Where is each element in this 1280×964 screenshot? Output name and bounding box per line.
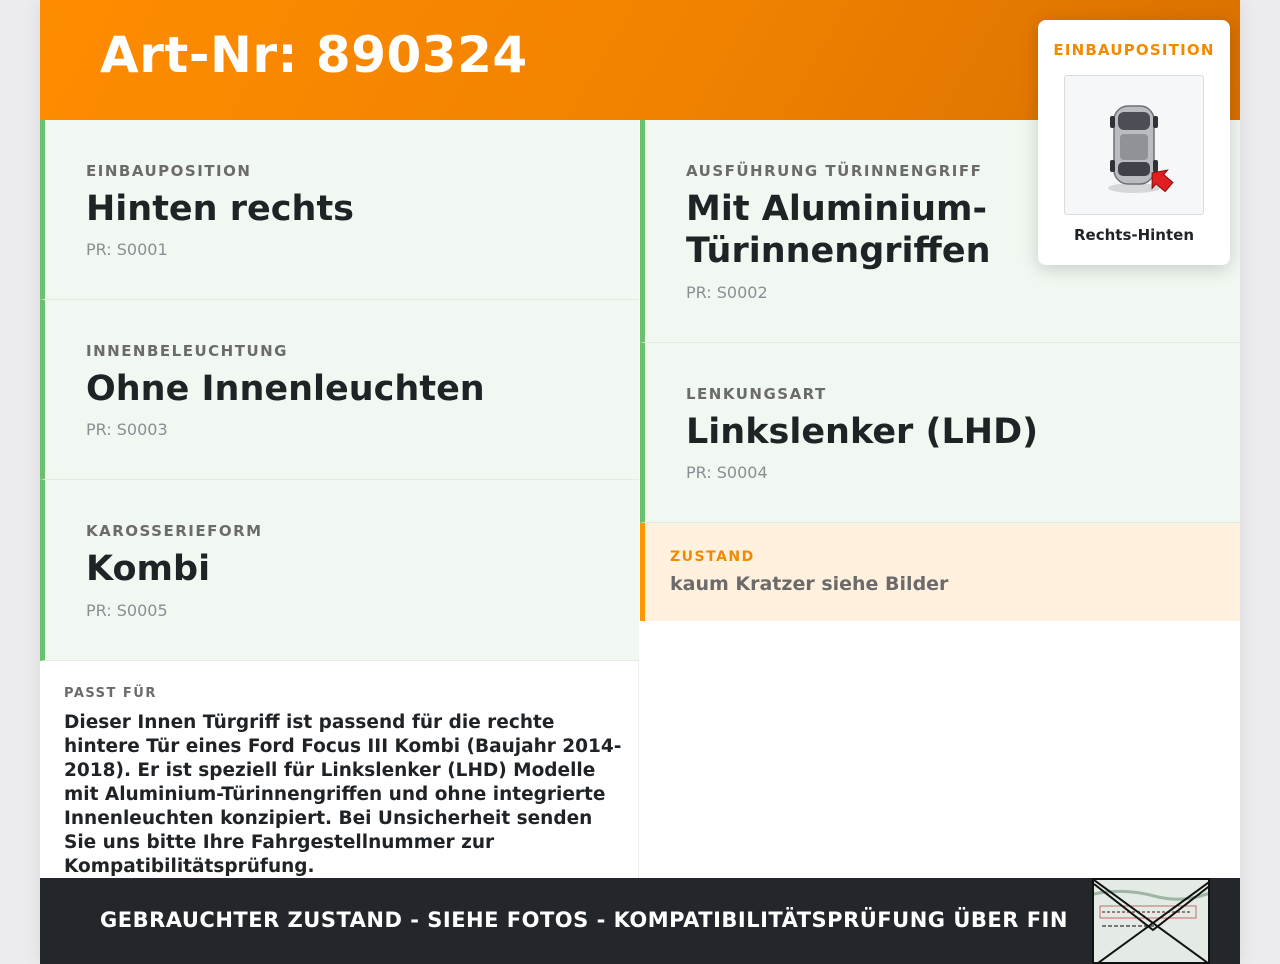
compatibility-section [40, 661, 639, 878]
position-image[interactable] [1064, 75, 1204, 215]
card-einbauposition [40, 120, 639, 300]
product-sheet [40, 0, 1240, 964]
article-number-title: Art-Nr: 890324 [100, 26, 528, 84]
card-pr-code: PR: S0003 [86, 420, 168, 439]
card-label: INNENBELEUCHTUNG [86, 342, 288, 360]
footer-text: GEBRAUCHTER ZUSTAND - SIEHE FOTOS - KOMPATIBILITÄTSPRÜFUNG ÜBER FIN [100, 908, 1068, 932]
card-karosserieform [40, 480, 639, 661]
card-value: Hinten rechts [86, 189, 355, 229]
card-value: Linkslenker (LHD) [686, 412, 1039, 452]
card-label: AUSFÜHRUNG TÜRINNENGRIFF [686, 162, 983, 180]
compatibility-label: PASST FÜR [64, 686, 157, 701]
card-pr-code: PR: S0001 [86, 240, 168, 259]
condition-label: ZUSTAND [670, 549, 755, 565]
card-pr-code: PR: S0002 [686, 283, 768, 302]
card-label: EINBAUPOSITION [86, 162, 252, 180]
footer-bar [40, 878, 1240, 964]
condition-box [640, 523, 1240, 621]
vehicle-document-thumbnail[interactable] [1092, 878, 1210, 964]
condition-text: kaum Kratzer siehe Bilder [670, 573, 949, 595]
card-innenbeleuchtung [40, 300, 639, 480]
popup-label: EINBAUPOSITION [1053, 41, 1215, 59]
card-value: Ohne Innenleuchten [86, 369, 485, 409]
card-label: KAROSSERIEFORM [86, 522, 263, 540]
card-pr-code: PR: S0005 [86, 601, 168, 620]
card-value: Kombi [86, 549, 211, 589]
einbauposition-popup [1038, 20, 1230, 265]
document-icon [1094, 880, 1210, 964]
car-top-view-icon [1065, 76, 1205, 216]
card-label: LENKUNGSART [686, 385, 827, 403]
card-pr-code: PR: S0004 [686, 463, 768, 482]
compatibility-text: Dieser Innen Türgriff ist passend für die rechte hintere Tür eines Ford Focus III Kombi (Baujahr 2014-2018). Er ist speziell für Linkslenker (LHD) Modelle mit Aluminium-Türinnengriffen und ohne integrierte Innenleuchten konzipiert. Bei Unsicherheit senden Sie uns bitte Ihre Fahrgestellnummer zur Kompatibilitätsprüfung. [64, 712, 622, 877]
card-lenkungsart [640, 343, 1240, 523]
popup-caption: Rechts-Hinten [1073, 226, 1194, 244]
card-value: Mit Aluminium-Türinnengriffen [686, 189, 991, 271]
